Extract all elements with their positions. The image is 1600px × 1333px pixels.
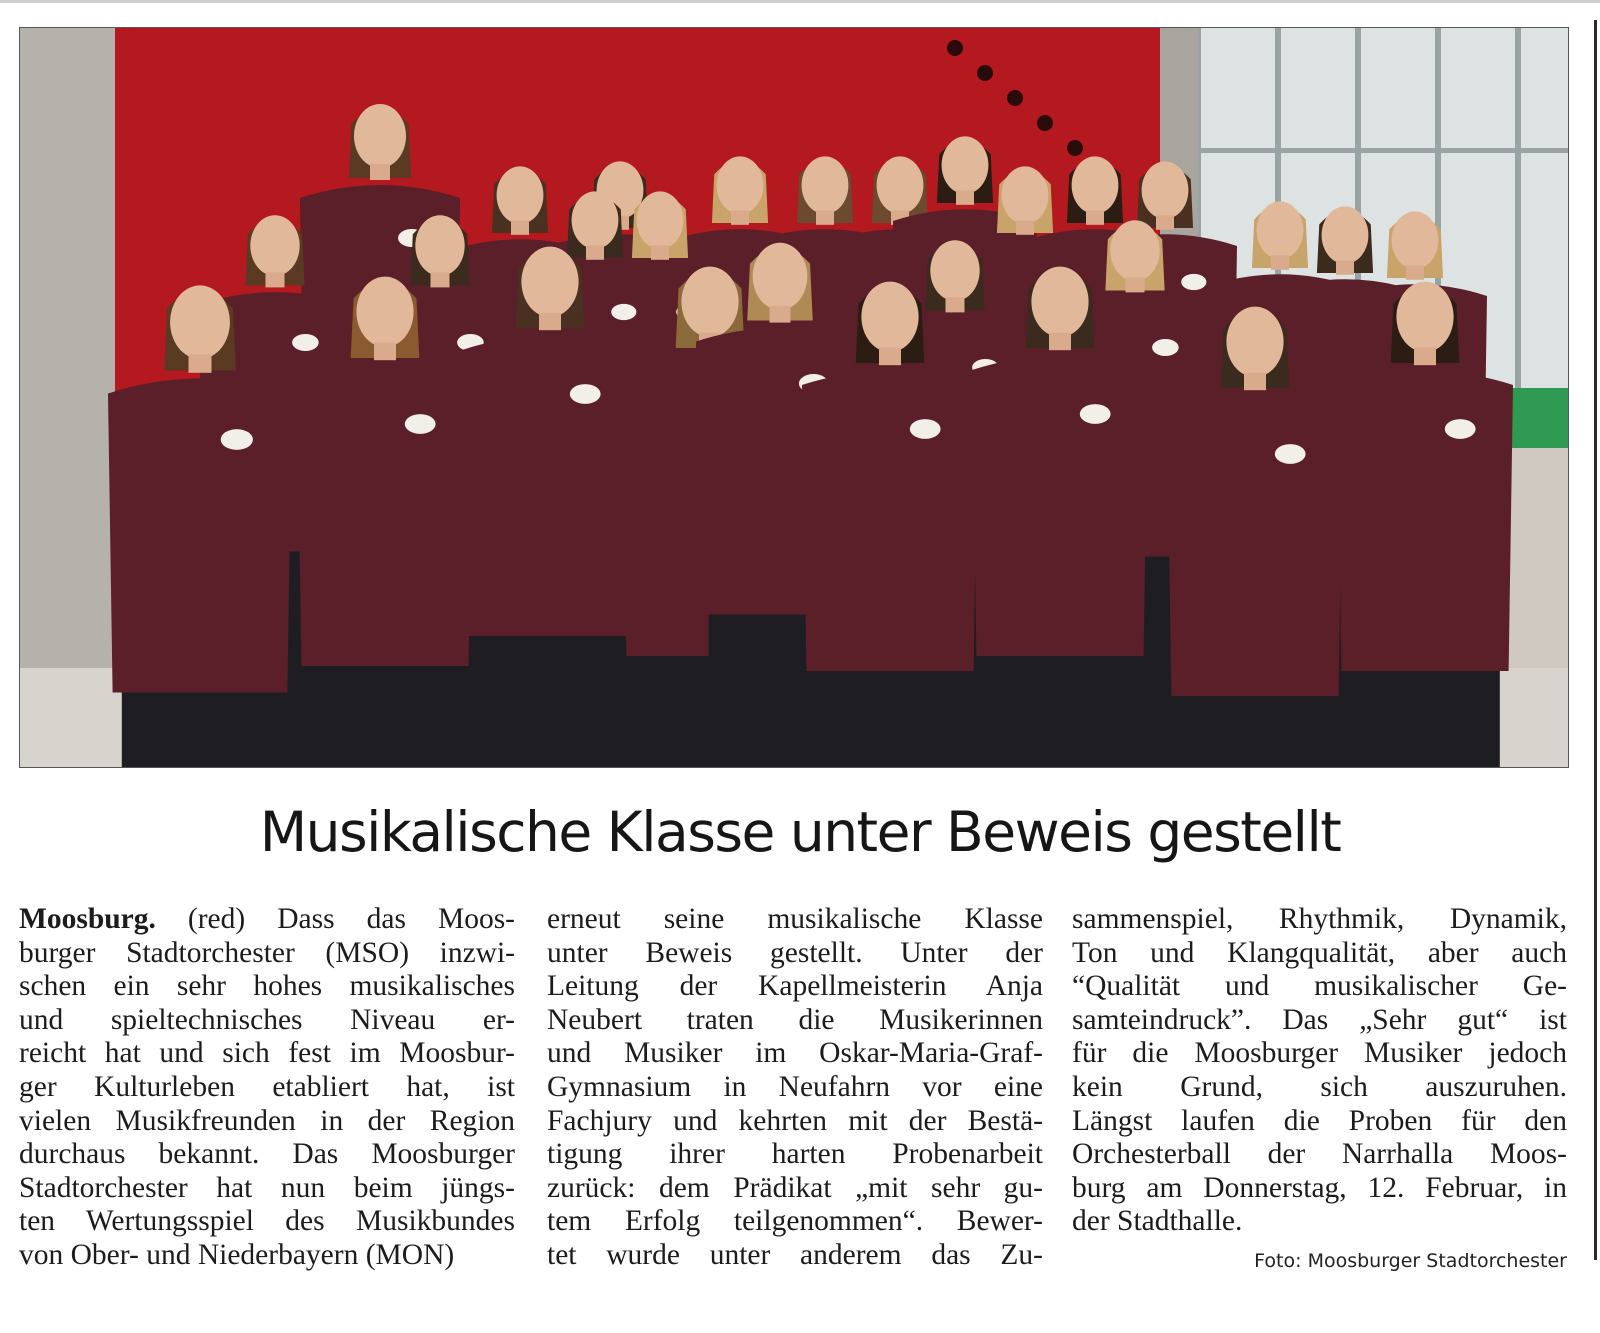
article-line: burger Stadtorchester (MSO) inzwi- bbox=[19, 936, 515, 969]
article-line: für die Moosburger Musiker jedoch bbox=[1072, 1037, 1567, 1070]
article-line: kein Grund, sich auszuruhen. bbox=[1072, 1070, 1567, 1103]
article-line: ger Kulturleben etabliert hat, ist bbox=[19, 1070, 515, 1103]
concrete-pillar bbox=[20, 28, 115, 678]
article-line: und spieltechnisches Niveau er- bbox=[19, 1003, 515, 1036]
headline: Musikalische Klasse unter Beweis gestellt bbox=[259, 800, 1341, 864]
adjacent-column-rule bbox=[1594, 20, 1597, 1260]
article-line-text: (red) Dass das Moos- bbox=[155, 903, 515, 935]
article-line: sammenspiel, Rhythmik, Dynamik, bbox=[1072, 903, 1567, 935]
article-line: unter Beweis gestellt. Unter der bbox=[547, 936, 1043, 969]
article-line: tet wurde unter anderem das Zu- bbox=[547, 1238, 1043, 1271]
page-top-rule bbox=[0, 0, 1600, 3]
article-line: von Ober- und Niederbayern (MON) bbox=[19, 1238, 455, 1271]
article-line: schen ein sehr hohes musikalisches bbox=[19, 970, 515, 1003]
article-line: Stadtorchester hat nun beim jüngs- bbox=[19, 1171, 515, 1204]
article-line: und Musiker im Oskar-Maria-Graf- bbox=[547, 1037, 1043, 1070]
wall-porthole bbox=[1067, 140, 1083, 156]
article-line: Gymnasium in Neufahrn vor eine bbox=[547, 1070, 1043, 1103]
article-column-2 bbox=[547, 903, 1043, 1273]
wall-porthole bbox=[1037, 115, 1053, 131]
article-line: Fachjury und kehrten mit der Bestä- bbox=[547, 1104, 1043, 1137]
wall-porthole bbox=[1007, 90, 1023, 106]
article-line: samteindruck”. Das „Sehr gut“ ist bbox=[1072, 1003, 1567, 1036]
article-line: ten Wertungsspiel des Musikbundes bbox=[19, 1205, 515, 1238]
article-line: Leitung der Kapellmeisterin Anja bbox=[547, 970, 1043, 1003]
article-column-3 bbox=[1072, 903, 1567, 1239]
article-line: Längst laufen die Proben für den bbox=[1072, 1104, 1567, 1137]
article-line: Neubert traten die Musikerinnen bbox=[547, 1003, 1043, 1036]
article-column-1 bbox=[19, 903, 515, 1273]
dateline: Moosburg. bbox=[19, 903, 156, 935]
photo-credit: Foto: Moosburger Stadtorchester bbox=[1254, 1250, 1567, 1272]
group-photo-image bbox=[20, 28, 1568, 767]
article-line: “Qualität und musikalischer Ge- bbox=[1072, 970, 1567, 1003]
article-line: tem Erfolg teilgenommen“. Bewer- bbox=[547, 1205, 1043, 1238]
article-line bbox=[19, 903, 515, 937]
article-line: tigung ihrer harten Probenarbeit bbox=[547, 1138, 1043, 1171]
group-photo bbox=[19, 27, 1569, 768]
article-line: Orchesterball der Narrhalla Moos- bbox=[1072, 1138, 1567, 1171]
wall-porthole bbox=[947, 40, 963, 56]
article-line: erneut seine musikalische Klasse bbox=[547, 903, 1043, 935]
window-frame bbox=[1195, 148, 1568, 153]
article-line: reicht hat und sich fest im Moosbur- bbox=[19, 1037, 515, 1070]
article-line: durchaus bekannt. Das Moosburger bbox=[19, 1138, 515, 1171]
article-line: zurück: dem Prädikat „mit sehr gu- bbox=[547, 1171, 1043, 1204]
article-line: Ton und Klangqualität, aber auch bbox=[1072, 936, 1567, 969]
article-line: der Stadthalle. bbox=[1072, 1205, 1243, 1238]
window-frame bbox=[1515, 28, 1521, 448]
article-line: vielen Musikfreunden in der Region bbox=[19, 1104, 515, 1137]
article-line: burg am Donnerstag, 12. Februar, in bbox=[1072, 1171, 1567, 1204]
wall-porthole bbox=[977, 65, 993, 81]
